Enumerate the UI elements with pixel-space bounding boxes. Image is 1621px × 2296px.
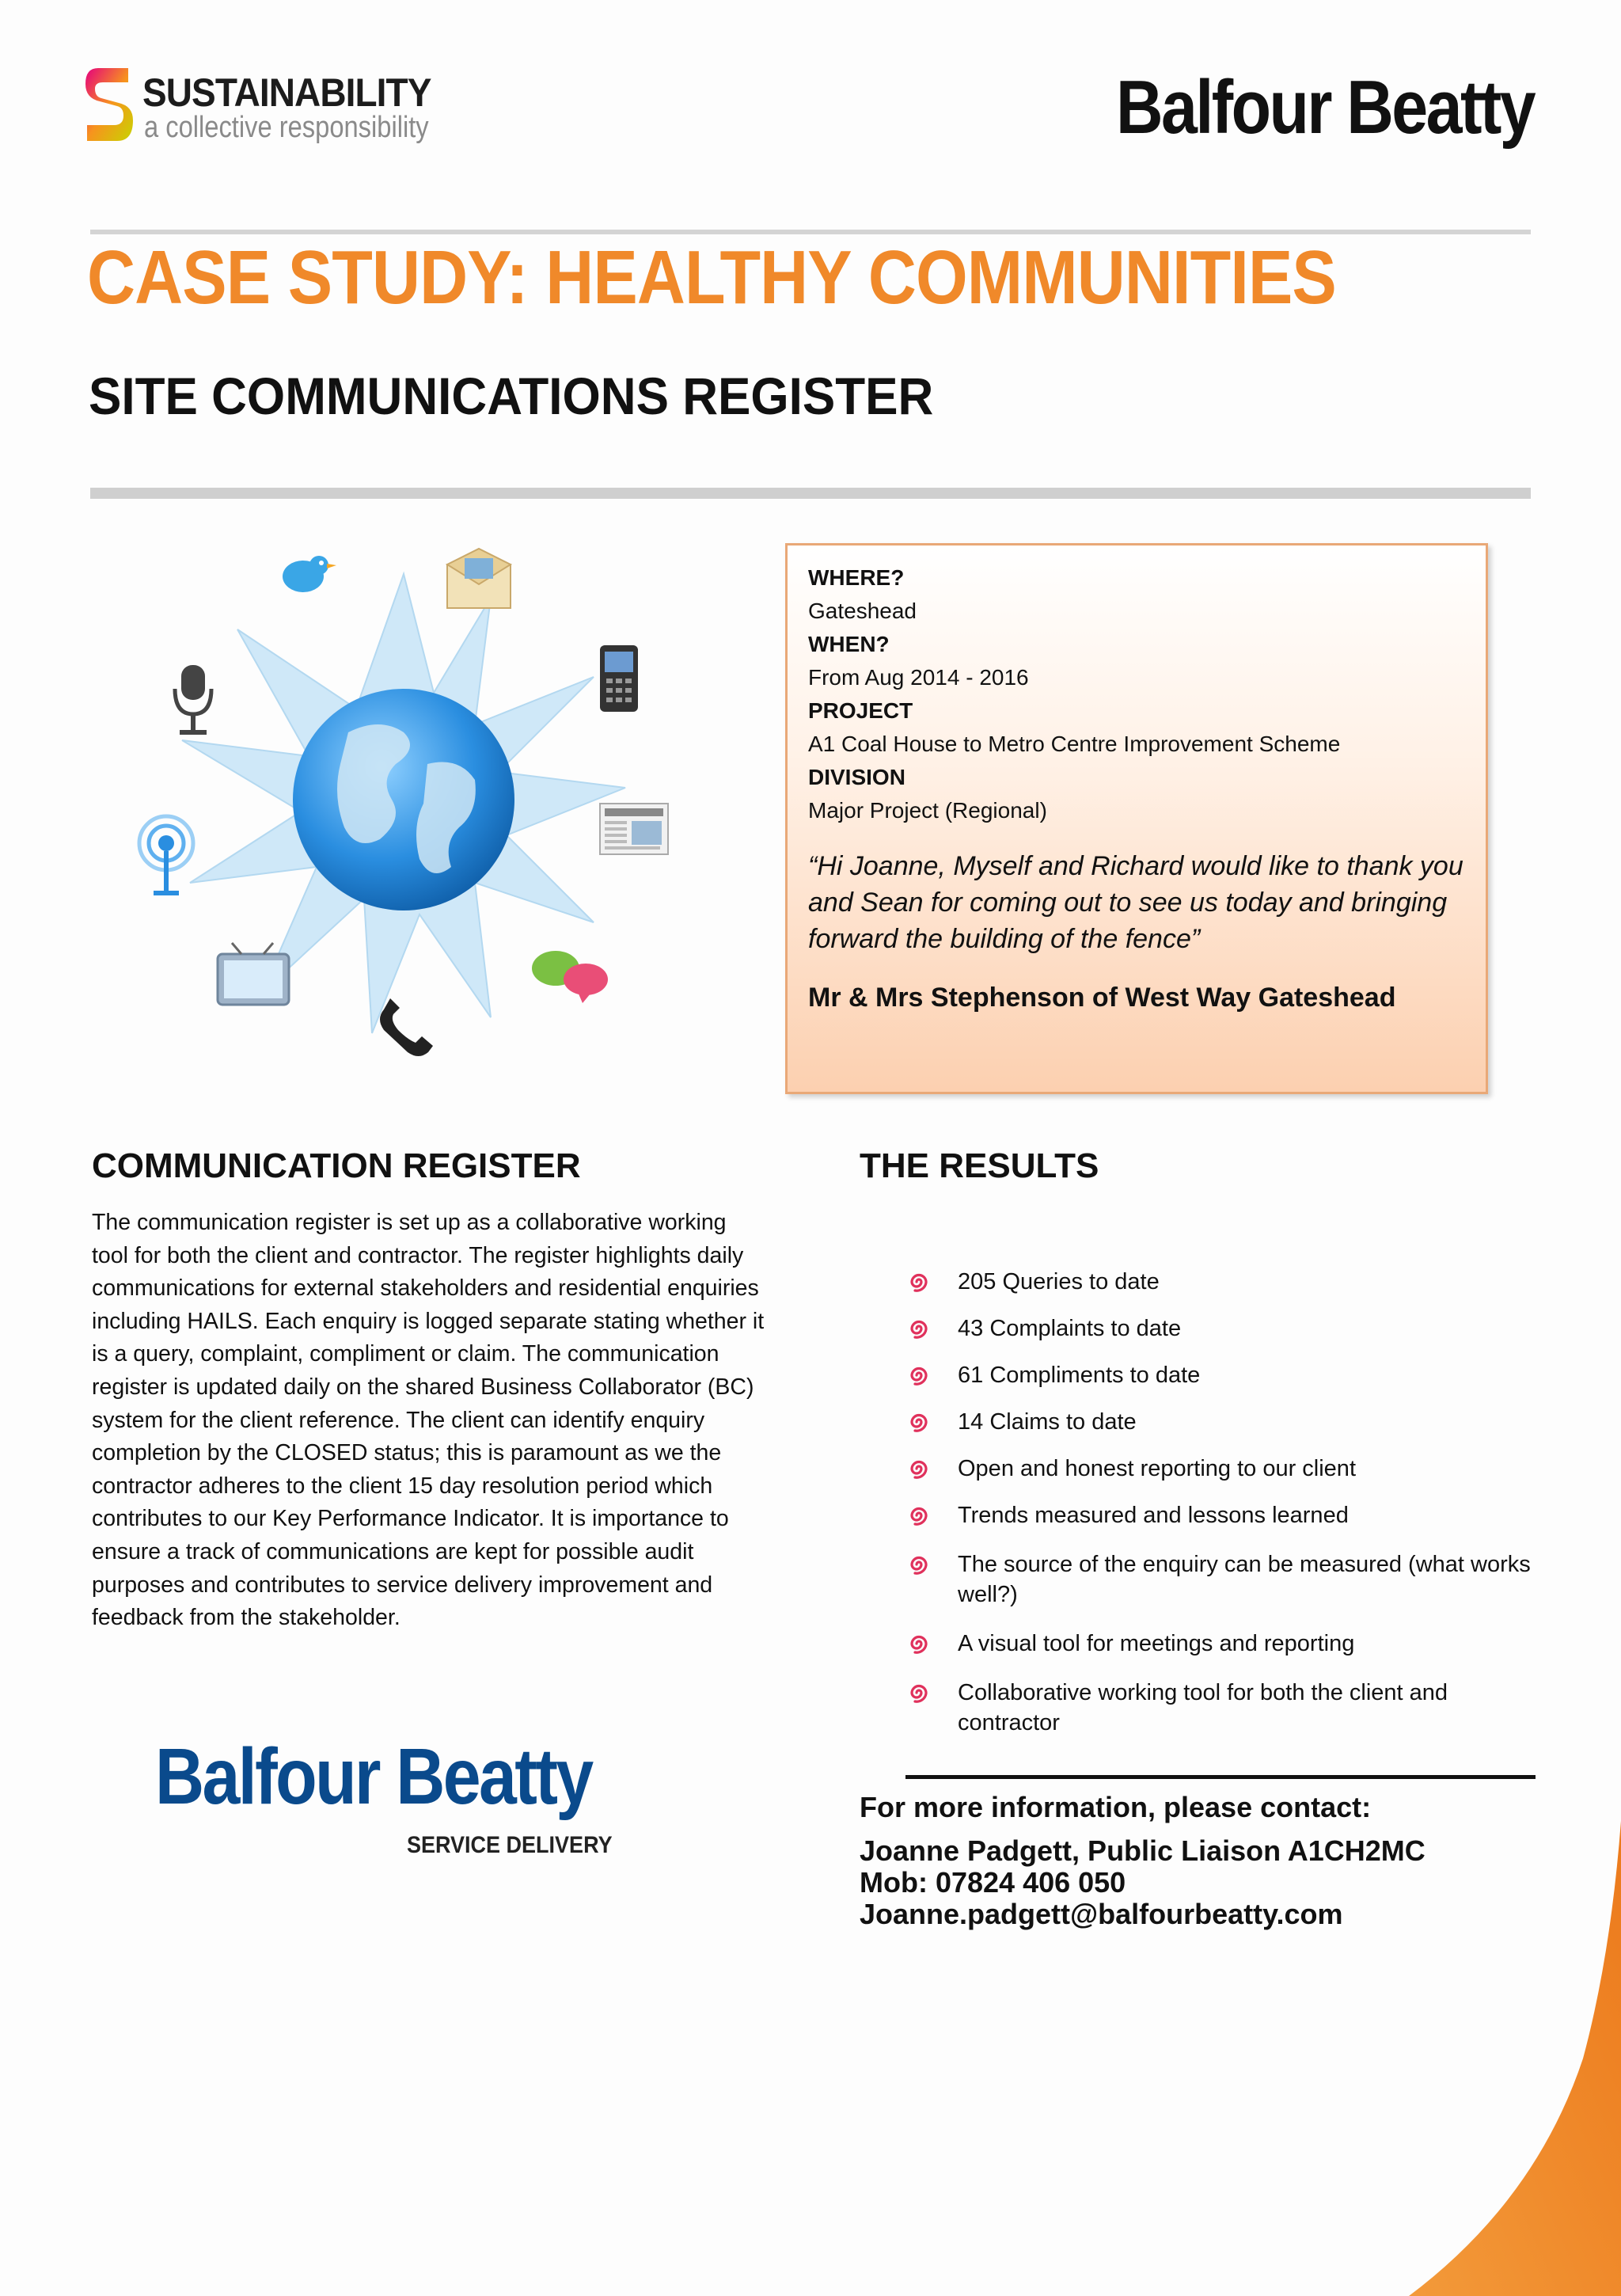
results-item [902, 1678, 1536, 1738]
results-item-text: A visual tool for meetings and reporting [958, 1631, 1355, 1656]
results-heading: THE RESULTS [860, 1146, 1099, 1185]
when-value: From Aug 2014 - 2016 [808, 665, 1029, 690]
microphone-icon [175, 665, 211, 735]
where-label: WHERE? [808, 565, 905, 590]
results-item [902, 1267, 1536, 1297]
spiral-bullet-icon [907, 1503, 931, 1527]
results-item-text: 61 Compliments to date [958, 1363, 1201, 1388]
twitter-bird-icon [283, 556, 336, 592]
spiral-bullet-icon [907, 1410, 931, 1434]
results-item [902, 1454, 1536, 1484]
when-label: WHEN? [808, 632, 890, 656]
newspaper-icon [600, 804, 668, 854]
spiral-bullet-icon [907, 1553, 931, 1576]
results-item-text: 205 Queries to date [958, 1269, 1160, 1294]
speech-bubbles-icon [532, 951, 608, 1003]
balfour-beatty-footer-logo: Balfour Beatty [155, 1732, 592, 1821]
division-value: Major Project (Regional) [808, 798, 1047, 823]
contact-mobile: Mob: 07824 406 050 [860, 1866, 1126, 1899]
section-divider [90, 488, 1531, 499]
balfour-beatty-logo: Balfour Beatty [1115, 65, 1534, 150]
testimonial-quote: “Hi Joanne, Myself and Richard would like to thank you and Sean for coming out to see us today and bringing forward the building of the fence” [808, 851, 1463, 954]
results-item [902, 1629, 1536, 1659]
globe-icon [293, 689, 514, 910]
project-value: A1 Coal House to Metro Centre Improvement Scheme [808, 732, 1341, 756]
page-title: SITE COMMUNICATIONS REGISTER [89, 367, 934, 425]
where-value: Gateshead [808, 599, 917, 623]
contact-email: Joanne.padgett@balfourbeatty.com [860, 1898, 1343, 1930]
results-item [902, 1360, 1536, 1390]
orange-corner-swoosh [1029, 1821, 1621, 2296]
results-list [902, 1267, 1536, 1738]
contact-divider [905, 1775, 1536, 1779]
communication-register-heading: COMMUNICATION REGISTER [92, 1146, 581, 1185]
results-item-text: Open and honest reporting to our client [958, 1456, 1356, 1481]
contact-heading: For more information, please contact: [860, 1791, 1372, 1823]
results-item [902, 1500, 1536, 1530]
results-item [902, 1407, 1536, 1437]
results-item-text: 43 Complaints to date [958, 1316, 1182, 1341]
envelope-icon [447, 549, 511, 608]
wifi-antenna-icon [139, 816, 193, 895]
contact-name: Joanne Padgett, Public Liaison A1CH2MC [860, 1834, 1425, 1867]
spiral-bullet-icon [907, 1317, 931, 1340]
sustainability-tagline: a collective responsibility [144, 111, 429, 144]
spiral-bullet-icon [907, 1363, 931, 1387]
communication-illustration [119, 526, 689, 1065]
sustainability-title: SUSTAINABILITY [142, 70, 431, 115]
results-item-text: Collaborative working tool for both the client and contractor [958, 1680, 1448, 1735]
division-label: DIVISION [808, 765, 905, 789]
results-item [902, 1313, 1536, 1344]
results-item-text: The source of the enquiry can be measured (what works well?) [958, 1552, 1531, 1607]
results-item-text: Trends measured and lessons learned [958, 1503, 1349, 1528]
project-info-box [785, 543, 1488, 1094]
project-label: PROJECT [808, 698, 913, 723]
results-item-text: 14 Claims to date [958, 1409, 1137, 1435]
television-icon [218, 943, 289, 1005]
communication-register-body: The communication register is set up as a collaborative working tool for both the client and contractor. The register highlights daily communications for external stakeholders and residential enquiries including HAILS. Each enquiry is logged separate stating whether it is a query, complaint, compliment or claim. The communication register is updated daily on the shared Business Collaborator (BC) system for the client reference. The client can identify enquiry completion by the CLOSED status; this is paramount as we the contractor adheres to the client 15 day resolution period which contributes to our Key Performance Indicator. It is importance to ensure a track of communications are kept for possible audit purposes and contributes to service delivery improvement and feedback from the stakeholder. [92, 1210, 765, 1631]
spiral-bullet-icon [907, 1457, 931, 1481]
header-divider [90, 230, 1531, 234]
spiral-bullet-icon [907, 1632, 931, 1655]
telephone-handset-icon [380, 998, 433, 1056]
spiral-bullet-icon [907, 1681, 931, 1705]
case-study-title: CASE STUDY: HEALTHY COMMUNITIES [87, 235, 1336, 320]
sustainability-s-icon [82, 62, 135, 147]
testimonial-author: Mr & Mrs Stephenson of West Way Gateshead [808, 983, 1396, 1013]
results-item [902, 1549, 1536, 1610]
service-delivery-label: SERVICE DELIVERY [407, 1832, 613, 1858]
sustainability-logo [82, 62, 462, 149]
spiral-bullet-icon [907, 1270, 931, 1294]
mobile-phone-icon [600, 645, 638, 712]
